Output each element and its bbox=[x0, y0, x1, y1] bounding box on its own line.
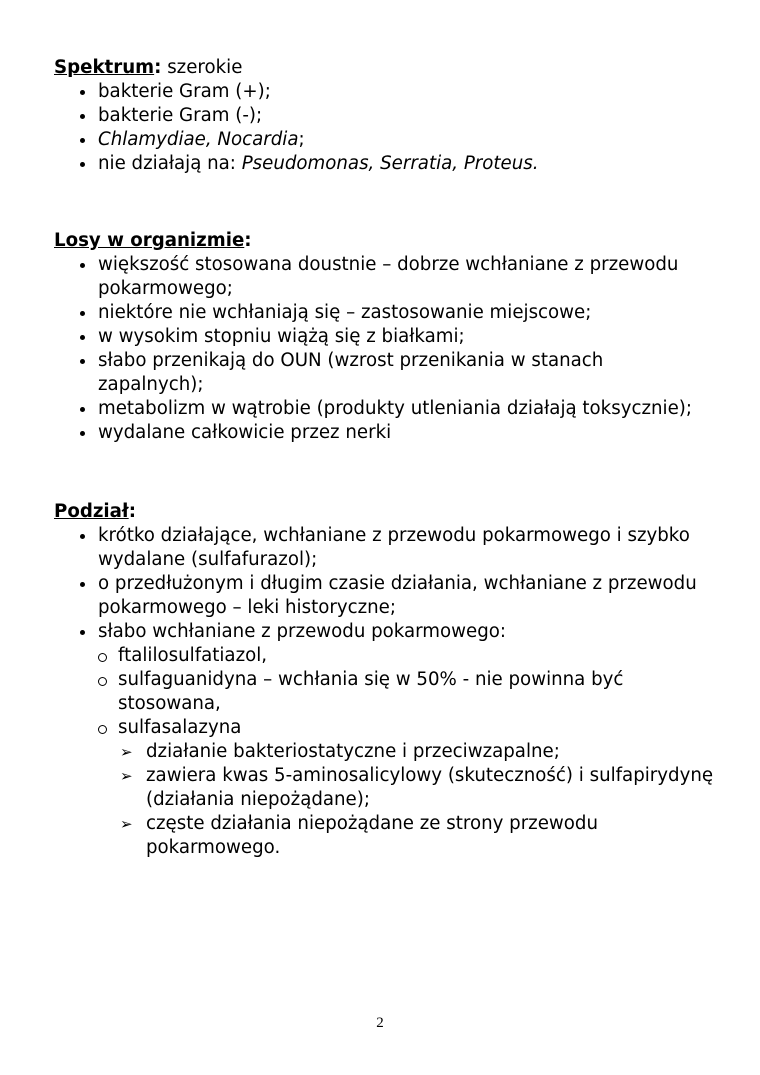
list-item: niektóre nie wchłaniają się – zastosowanie miejscowe; bbox=[54, 301, 714, 325]
list-item: wydalane całkowicie przez nerki bbox=[54, 421, 714, 445]
spektrum-colon: : bbox=[154, 57, 162, 78]
spektrum-item-text: bakterie Gram (-); bbox=[98, 105, 263, 126]
spektrum-value: szerokie bbox=[161, 57, 243, 78]
spektrum-item-suffix: ; bbox=[298, 129, 305, 150]
podzial-colon: : bbox=[128, 501, 136, 522]
arrow-bullet-icon: ➢ bbox=[120, 815, 133, 833]
list-item bbox=[54, 152, 714, 176]
podzial-list bbox=[54, 524, 714, 860]
arrow-bullet-icon: ➢ bbox=[120, 743, 133, 761]
sub-list-item: ftalilosulfatiazol, bbox=[98, 644, 714, 668]
sub-sub-item-text: działanie bakteriostatyczne i przeciwzapalne; bbox=[146, 741, 560, 762]
sub-list-item bbox=[98, 716, 714, 860]
spektrum-heading-line bbox=[54, 56, 714, 80]
list-item: większość stosowana doustnie – dobrze wchłaniane z przewodu pokarmowego; bbox=[54, 253, 714, 301]
page-number: 2 bbox=[376, 1015, 384, 1031]
list-item: metabolizm w wątrobie (produkty utleniania działają toksycznie); bbox=[54, 397, 714, 421]
section-spektrum bbox=[54, 56, 714, 176]
podzial-heading-line bbox=[54, 500, 714, 524]
list-item bbox=[54, 128, 714, 152]
podzial-sublist bbox=[98, 644, 714, 860]
podzial-subsublist bbox=[118, 740, 714, 860]
losy-list bbox=[54, 253, 714, 445]
sub-list-item: sulfaguanidyna – wchłania się w 50% - nie powinna być stosowana, bbox=[98, 668, 714, 716]
sub-sub-list-item bbox=[118, 740, 714, 764]
list-item bbox=[54, 620, 714, 860]
sub-list-item-text: sulfasalazyna bbox=[118, 717, 242, 738]
section-losy bbox=[54, 229, 714, 445]
spektrum-item-italic: Chlamydiae, Nocardia bbox=[98, 129, 299, 150]
losy-heading: Losy w organizmie bbox=[54, 230, 245, 251]
spektrum-item-prefix: nie działają na: bbox=[98, 153, 242, 174]
list-item bbox=[54, 104, 714, 128]
section-podzial bbox=[54, 500, 714, 860]
list-item bbox=[54, 80, 714, 104]
sub-sub-list-item bbox=[118, 764, 714, 812]
losy-heading-line bbox=[54, 229, 714, 253]
spektrum-list bbox=[54, 80, 714, 176]
list-item: słabo przenikają do OUN (wzrost przenikania w stanach zapalnych); bbox=[54, 349, 714, 397]
arrow-bullet-icon: ➢ bbox=[120, 767, 133, 785]
list-item: krótko działające, wchłaniane z przewodu pokarmowego i szybko wydalane (sulfafurazol); bbox=[54, 524, 714, 572]
podzial-heading: Podział bbox=[54, 501, 129, 522]
list-item: w wysokim stopniu wiążą się z białkami; bbox=[54, 325, 714, 349]
spektrum-heading: Spektrum bbox=[54, 57, 155, 78]
sub-sub-item-text: częste działania niepożądane ze strony przewodu pokarmowego. bbox=[146, 813, 598, 858]
sub-sub-item-text: zawiera kwas 5-aminosalicylowy (skuteczność) i sulfapirydynę (działania niepożądane); bbox=[146, 765, 714, 810]
losy-colon: : bbox=[244, 230, 252, 251]
spektrum-item-text: bakterie Gram (+); bbox=[98, 81, 271, 102]
spektrum-item-italic: Pseudomonas, Serratia, Proteus. bbox=[241, 153, 539, 174]
list-item: o przedłużonym i długim czasie działania, wchłaniane z przewodu pokarmowego – leki historyczne; bbox=[54, 572, 714, 620]
sub-sub-list-item bbox=[118, 812, 714, 860]
podzial-item-text: słabo wchłaniane z przewodu pokarmowego: bbox=[98, 621, 507, 642]
